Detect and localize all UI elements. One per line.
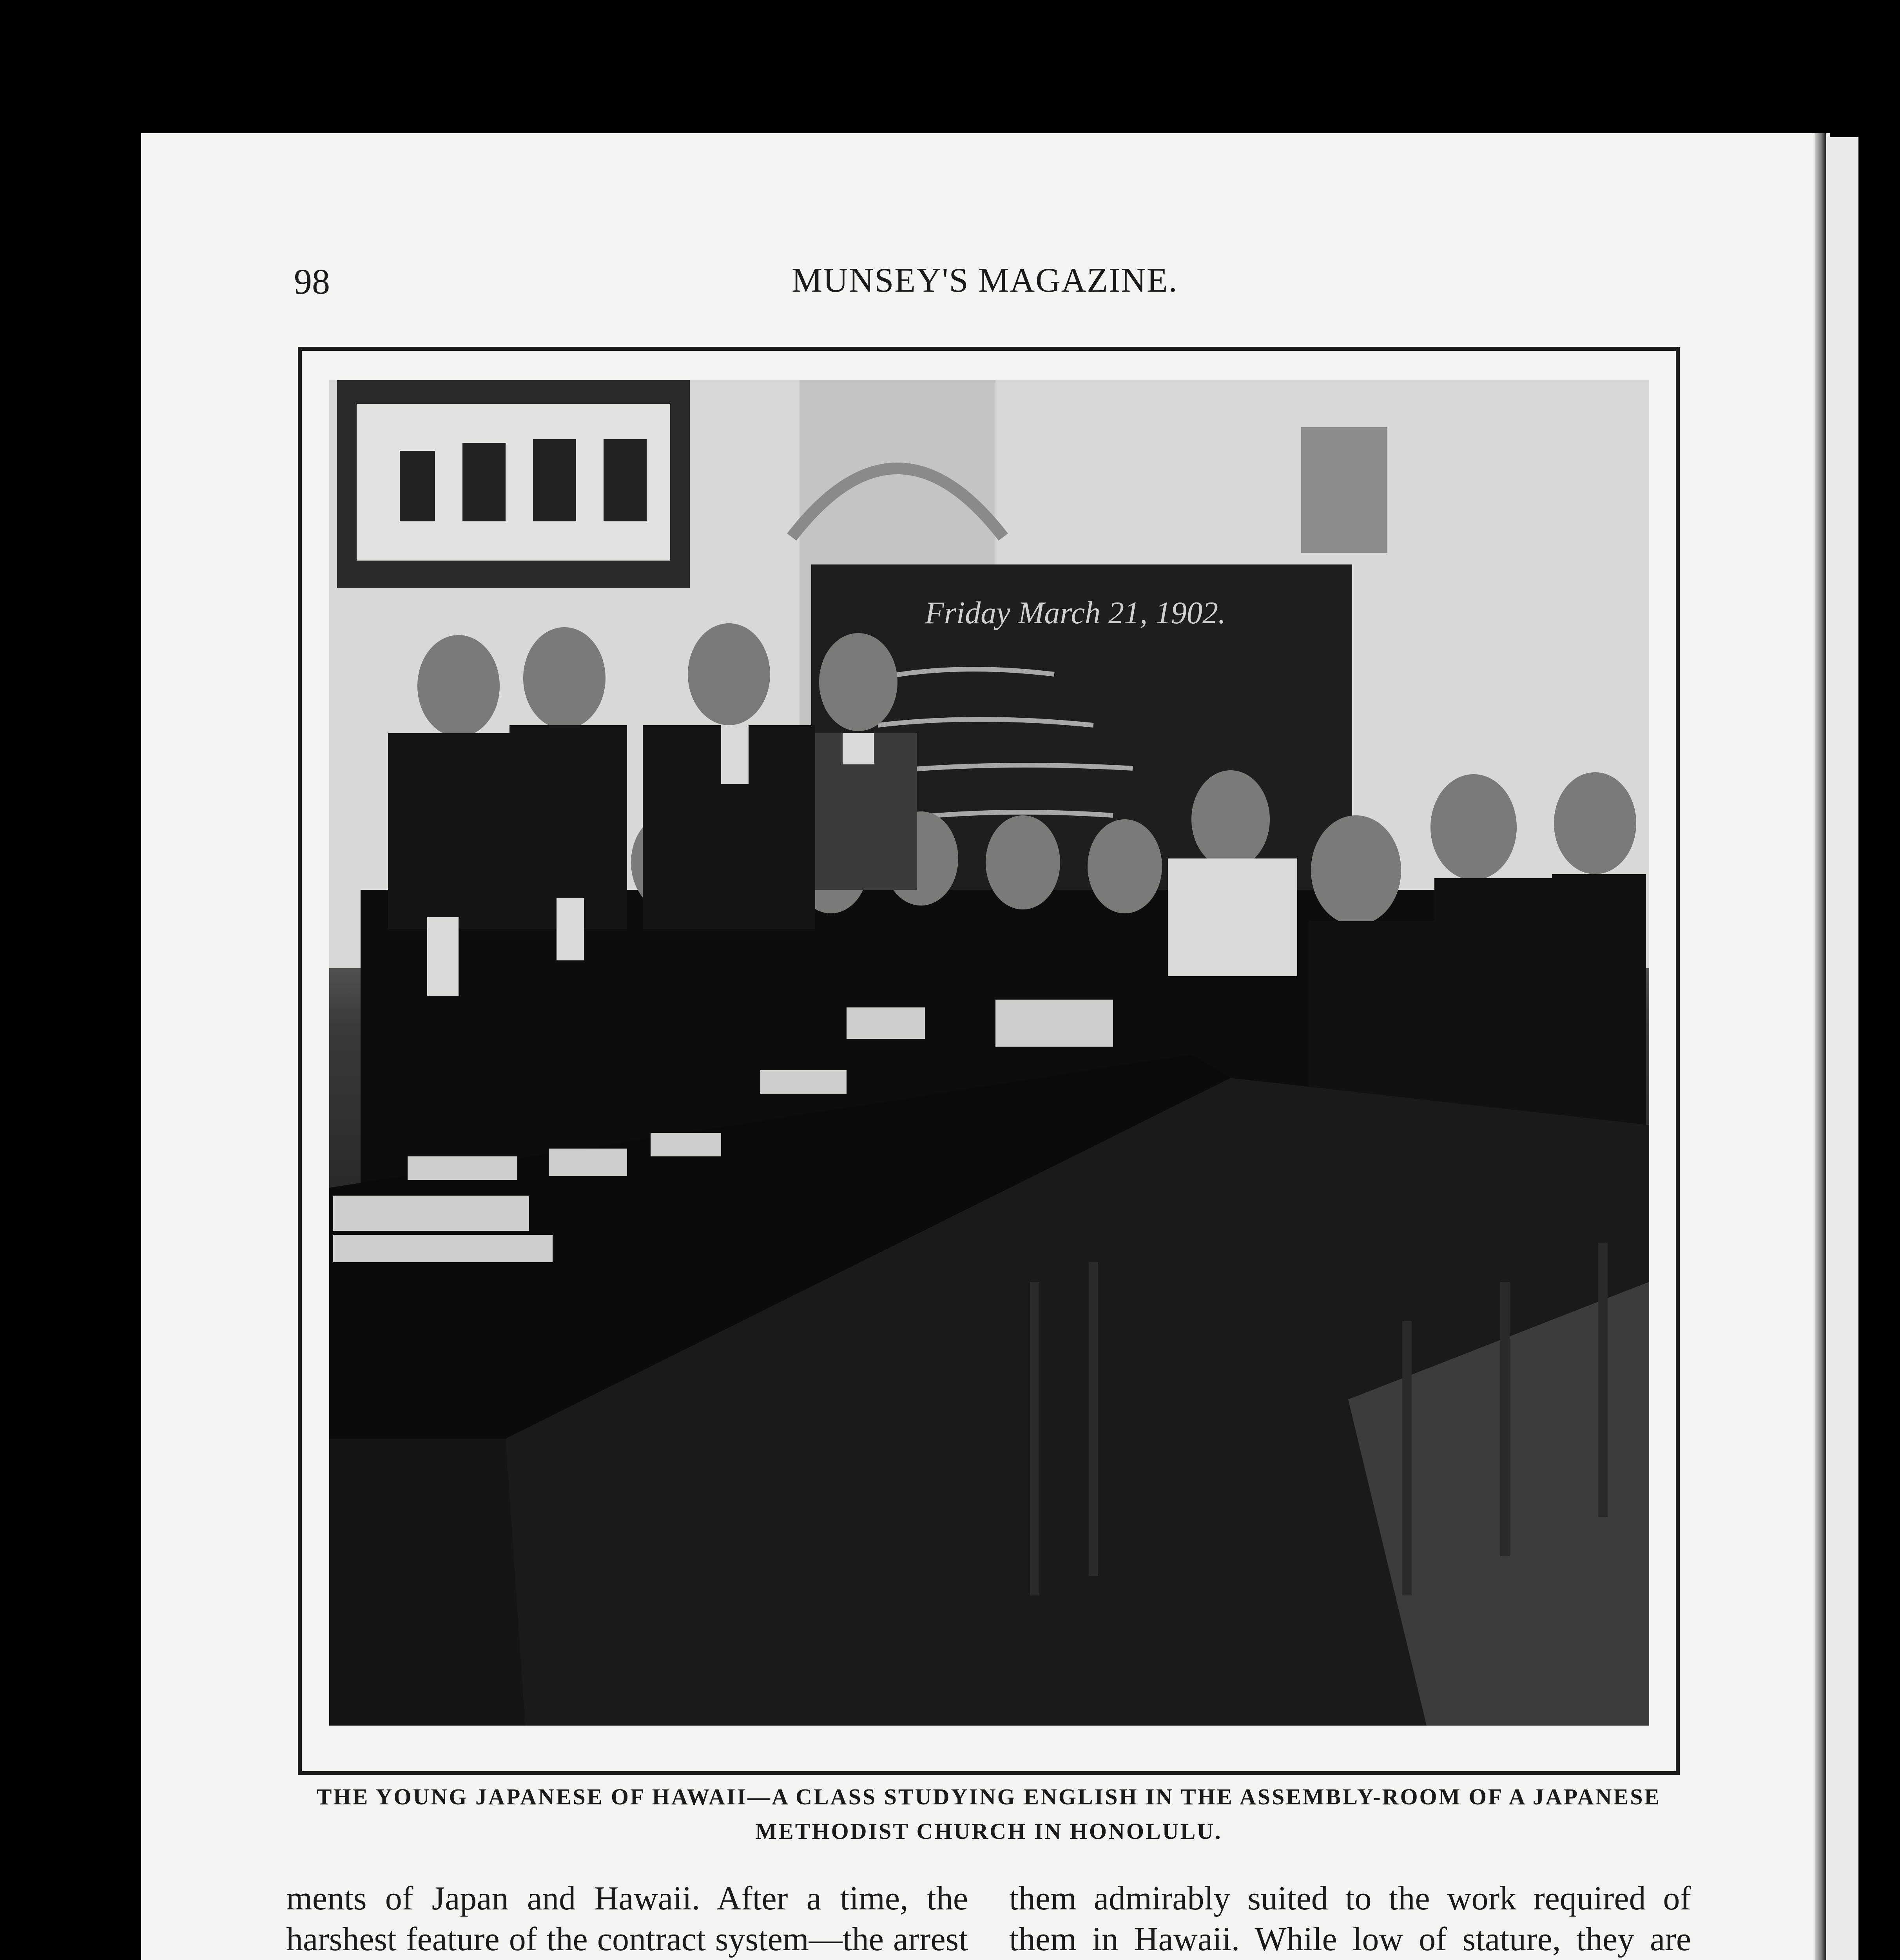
photograph-illustration	[329, 380, 1649, 1726]
photo-caption: THE YOUNG JAPANESE OF HAWAII—A CLASS STUDYING ENGLISH IN THE ASSEMBLY-ROOM OF A JAPANESE METHODIST CHURCH IN HONOLULU.	[316, 1784, 1661, 1844]
class-photograph	[329, 380, 1649, 1726]
page-gutter-shadow	[1815, 133, 1826, 1960]
page-number: 98	[294, 261, 330, 301]
left-paragraph-1: ments of Japan and Hawaii. After a time, the harshest feature of the contract system—the arrest	[286, 1879, 968, 1958]
running-head: MUNSEY'S MAGAZINE.	[792, 261, 1178, 299]
blackboard-date: Friday March 21, 1902.	[925, 596, 1226, 630]
right-paragraph-1: them admirably suited to the work required of them in Hawaii. While low of stature, they are	[1009, 1879, 1691, 1958]
right-column	[1009, 1878, 1691, 1960]
magazine-page	[141, 133, 1830, 1960]
facing-page-edge	[1827, 137, 1858, 1960]
left-column	[286, 1878, 968, 1960]
